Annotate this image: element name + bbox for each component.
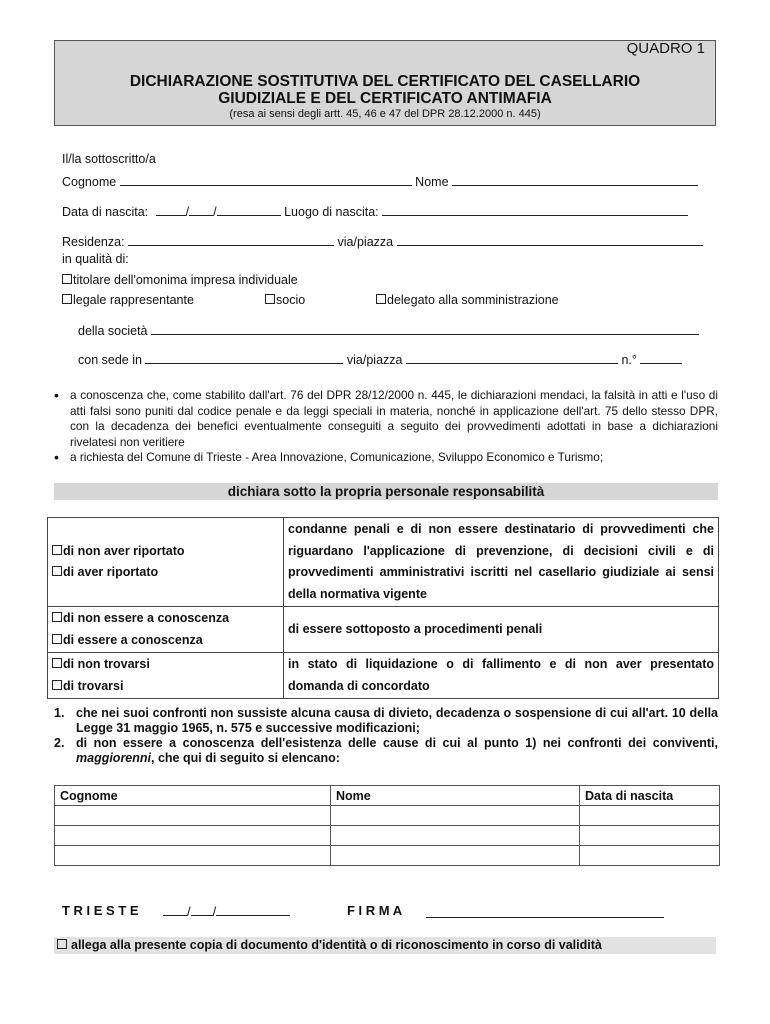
persons-table	[54, 785, 720, 866]
via-piazza-field[interactable]	[397, 233, 703, 246]
signature-field[interactable]	[426, 905, 664, 918]
header-box	[54, 40, 716, 126]
cell-input[interactable]	[55, 806, 331, 826]
checkbox-socio[interactable]	[265, 294, 275, 304]
table-row	[55, 846, 720, 866]
opt-delegato-label: delegato alla somministrazione	[387, 293, 559, 307]
opt-legale-label: legale rappresentante	[73, 293, 194, 307]
checkbox[interactable]	[52, 658, 62, 668]
declarations-table	[47, 517, 719, 699]
checkbox-titolare[interactable]	[62, 274, 72, 284]
nome-label: Nome	[415, 175, 449, 189]
option-non-riportato[interactable]	[52, 541, 279, 563]
trieste-label: T R I E S T E	[62, 903, 139, 918]
societa-row	[78, 322, 708, 338]
table-header-row	[55, 786, 720, 806]
cell-input[interactable]	[580, 846, 720, 866]
cognome-label: Cognome	[62, 175, 117, 189]
declaration-text: in stato di liquidazione o di fallimento e di non aver presentato domanda di concordato	[284, 653, 719, 699]
point-2	[54, 736, 718, 766]
option-label: di trovarsi	[63, 678, 124, 693]
luogo-nascita-label: Luogo di nascita:	[284, 205, 379, 219]
table-row	[55, 806, 720, 826]
opt-socio[interactable]	[265, 293, 305, 307]
option-label: di non essere a conoscenza	[63, 611, 230, 625]
point-text-end: , che qui di seguito si elencano:	[151, 751, 340, 765]
table-row	[48, 518, 719, 607]
cell-input[interactable]	[55, 826, 331, 846]
option-non-trovarsi[interactable]	[52, 654, 279, 676]
cell-input[interactable]	[580, 826, 720, 846]
title-line-2: GIUDIZIALE E DEL CERTIFICATO ANTIMAFIA	[218, 90, 552, 107]
point-emphasis: maggiorenni	[76, 751, 152, 765]
checkbox-allega[interactable]	[57, 939, 67, 949]
con-sede-label: con sede in	[78, 353, 142, 367]
declaration-text: di essere sottoposto a procedimenti penali	[284, 607, 719, 653]
checkbox[interactable]	[52, 680, 62, 690]
checkbox-delegato[interactable]	[376, 294, 386, 304]
bullet-list	[54, 388, 718, 466]
firma-line[interactable]	[426, 905, 664, 923]
checkbox[interactable]	[52, 634, 62, 644]
col-nome: Nome	[331, 786, 580, 806]
birth-month-field[interactable]	[189, 203, 213, 216]
cognome-nome-row	[62, 173, 716, 189]
point-text: che nei suoi confronti non sussiste alcuna causa di divieto, decadenza o sospensione di cui all'art. 10 della Legge 31 maggio 1965, n. 575 e successive modificazioni;	[76, 706, 718, 735]
checkbox[interactable]	[52, 545, 62, 555]
point-number: 1.	[54, 706, 65, 720]
option-label: di non trovarsi	[63, 657, 150, 671]
sede-field[interactable]	[145, 351, 343, 364]
option-non-conoscenza[interactable]	[52, 608, 279, 630]
opt-socio-label: socio	[276, 293, 306, 307]
opt-legale[interactable]	[62, 293, 194, 307]
sede-row	[78, 351, 708, 367]
birth-year-field[interactable]	[217, 203, 281, 216]
option-label: di non aver riportato	[63, 543, 185, 558]
residenza-row	[62, 233, 716, 249]
table-row	[48, 653, 719, 699]
bullet-item: • a conoscenza che, come stabilito dall'art. 76 del DPR 28/12/2000 n. 445, le dichiarazioni mendaci, la falsità in atti e l'uso di atti falsi sono puniti dal codice penale e da leggi speciali in materia, nonché in applicazione dell'art. 75 dello stesso DPR, con la decadenza dei benefici eventualmente conseguiti a seguito dei provvedimenti adottati in base a dichiarazioni rivelatesi non veritiere	[54, 388, 718, 450]
in-qualita-label: in qualità di:	[62, 252, 129, 266]
via-piazza2-label: via/piazza	[346, 353, 403, 367]
sottoscritto-label: Il/la sottoscritto/a	[62, 152, 156, 166]
table-row	[55, 826, 720, 846]
nome-field[interactable]	[452, 173, 698, 186]
allega-row[interactable]	[54, 937, 716, 954]
checkbox[interactable]	[52, 566, 62, 576]
via-piazza-label: via/piazza	[337, 235, 394, 249]
point-number: 2.	[54, 736, 65, 750]
cell-input[interactable]	[580, 806, 720, 826]
checkbox-legale[interactable]	[62, 294, 72, 304]
residenza-label: Residenza:	[62, 235, 125, 249]
cell-input[interactable]	[331, 826, 580, 846]
nascita-row: Data di nascita: / / Luogo di nascita:	[62, 203, 716, 219]
option-conoscenza[interactable]	[52, 630, 279, 652]
cognome-field[interactable]	[120, 173, 412, 186]
numero-field[interactable]	[640, 351, 682, 364]
declaration-options	[48, 653, 284, 699]
dichiara-heading: dichiara sotto la propria personale responsabilità	[54, 483, 718, 500]
date-day-field[interactable]	[163, 903, 187, 916]
bullet-item: • a richiesta del Comune di Trieste - Area Innovazione, Comunicazione, Sviluppo Economico e Turismo;	[54, 450, 718, 466]
option-riportato[interactable]	[52, 562, 279, 584]
table-row	[48, 607, 719, 653]
allega-label: allega alla presente copia di documento d'identità o di riconoscimento in corso di validità	[71, 938, 602, 952]
date-year-field[interactable]	[216, 903, 290, 916]
option-label: di aver riportato	[63, 565, 159, 579]
declaration-options	[48, 607, 284, 653]
option-trovarsi[interactable]	[52, 676, 279, 698]
della-societa-label: della società	[78, 324, 148, 338]
quadro-label: QUADRO 1	[626, 40, 705, 57]
point-text: di non essere a conoscenza dell'esistenza delle cause di cui al punto 1) nei confronti dei conviventi,	[76, 736, 718, 750]
birth-day-field[interactable]	[156, 203, 186, 216]
declaration-text: condanne penali e di non essere destinatario di provvedimenti che riguardano l'applicazione di prevenzione, di decisioni civili e di provvedimenti amministrativi iscritti nel casellario giudiziale ai sensi della normativa vigente	[284, 518, 719, 607]
subtitle: (resa ai sensi degli artt. 45, 46 e 47 del DPR 28.12.2000 n. 445)	[229, 108, 541, 120]
opt-delegato[interactable]	[376, 293, 559, 307]
col-cognome: Cognome	[55, 786, 331, 806]
date-month-field[interactable]	[191, 903, 213, 916]
date-fields	[163, 903, 290, 919]
opt-titolare-label: titolare dell'omonima impresa individuale	[73, 273, 298, 287]
date-separator: /	[212, 904, 217, 919]
point-1	[54, 706, 718, 736]
societa-field[interactable]	[151, 322, 699, 335]
col-data-nascita: Data di nascita	[580, 786, 720, 806]
title-line-1: DICHIARAZIONE SOSTITUTIVA DEL CERTIFICATO DEL CASELLARIO	[129, 73, 641, 90]
cell-input[interactable]	[331, 846, 580, 866]
declaration-options	[48, 518, 284, 607]
luogo-nascita-field[interactable]	[382, 203, 688, 216]
option-label: di essere a conoscenza	[63, 632, 203, 647]
numero-label: n.°	[621, 353, 637, 367]
residenza-field[interactable]	[128, 233, 334, 246]
opt-titolare[interactable]	[62, 273, 298, 287]
firma-label: F I R M A	[347, 903, 403, 918]
data-nascita-label: Data di nascita:	[62, 205, 149, 219]
numbered-list	[54, 706, 718, 766]
checkbox[interactable]	[52, 612, 62, 622]
cell-input[interactable]	[331, 806, 580, 826]
cell-input[interactable]	[55, 846, 331, 866]
date-separator: /	[187, 904, 191, 919]
sede-via-field[interactable]	[406, 351, 618, 364]
